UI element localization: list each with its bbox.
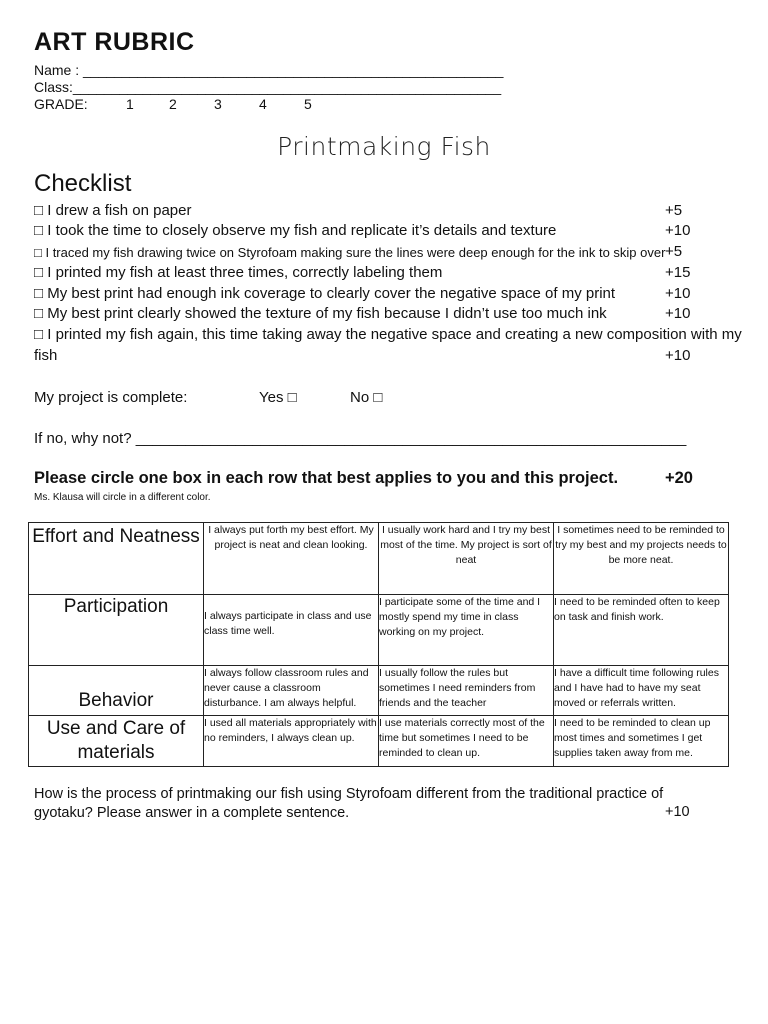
rubric-cell[interactable]: I always participate in class and use class time well. <box>204 595 379 666</box>
grade-label: GRADE: <box>34 96 88 112</box>
rubric-row-materials <box>29 716 729 767</box>
project-subtitle: Printmaking Fish <box>277 132 491 161</box>
checklist-item[interactable]: □ I took the time to closely observe my fish and replicate it’s details and texture <box>34 222 557 239</box>
rubric-cell[interactable]: I used all materials appropriately with no reminders, I always clean up. <box>204 716 379 767</box>
rubric-table <box>28 522 729 767</box>
checklist-points: +15 <box>665 264 691 281</box>
completion-yes-checkbox[interactable]: Yes □ <box>259 389 297 406</box>
grade-option-3[interactable]: 3 <box>214 96 222 112</box>
checklist-points: +10 <box>665 222 691 239</box>
name-line[interactable]: Name : ______________________________________________________ <box>34 62 504 78</box>
completion-label: My project is complete: <box>34 389 188 406</box>
page-title: ART RUBRIC <box>34 28 195 56</box>
rubric-cell[interactable]: I sometimes need to be reminded to try my best and my projects needs to be more neat. <box>554 523 729 595</box>
rubric-cell[interactable]: I always put forth my best effort. My project is neat and clean looking. <box>204 523 379 595</box>
checklist-heading: Checklist <box>34 170 132 197</box>
question-line-2: gyotaku? Please answer in a complete sentence. <box>34 805 350 821</box>
checklist-points: +10 <box>665 305 691 322</box>
grade-option-5[interactable]: 5 <box>304 96 312 112</box>
reflection-question <box>34 785 734 823</box>
rubric-row-participation <box>29 595 729 666</box>
rubric-row-behavior <box>29 666 729 716</box>
checklist-points: +10 <box>665 285 691 302</box>
rubric-points: +20 <box>665 469 693 487</box>
question-points: +10 <box>665 804 690 820</box>
rubric-cell[interactable]: I need to be reminded often to keep on task and finish work. <box>554 595 729 666</box>
checklist-item[interactable]: □ My best print clearly showed the texture of my fish because I didn’t use too much ink <box>34 305 607 322</box>
rubric-cell[interactable]: I usually follow the rules but sometimes I need reminders from friends and the teacher <box>379 666 554 716</box>
grade-option-4[interactable]: 4 <box>259 96 267 112</box>
rubric-row-effort <box>29 523 729 595</box>
rubric-category: Participation <box>29 595 204 666</box>
why-not-line[interactable]: If no, why not? __________________________________________________________________ <box>34 430 687 447</box>
rubric-category: Behavior <box>29 666 204 716</box>
grade-option-2[interactable]: 2 <box>169 96 177 112</box>
teacher-note: Ms. Klausa will circle in a different color. <box>34 492 211 503</box>
rubric-cell[interactable]: I have a difficult time following rules and I have had to have my seat moved or referrals written. <box>554 666 729 716</box>
rubric-category: Effort and Neatness <box>29 523 204 595</box>
checklist-item[interactable]: □ My best print had enough ink coverage to clearly cover the negative space of my print <box>34 285 616 302</box>
grade-option-1[interactable]: 1 <box>126 96 134 112</box>
question-line-1: How is the process of printmaking our fish using Styrofoam different from the traditional practice of <box>34 786 664 802</box>
checklist-item[interactable]: □ I traced my fish drawing twice on Styrofoam making sure the lines were deep enough for the ink to skip over <box>34 245 666 260</box>
checklist-points: +10 <box>665 347 691 364</box>
rubric-cell[interactable]: I participate some of the time and I mostly spend my time in class working on my project. <box>379 595 554 666</box>
checklist-item[interactable]: □ I drew a fish on paper <box>34 202 192 219</box>
rubric-cell[interactable]: I use materials correctly most of the time but sometimes I need to be reminded to clean up. <box>379 716 554 767</box>
rubric-cell[interactable]: I always follow classroom rules and never cause a classroom disturbance. I am always helpful. <box>204 666 379 716</box>
checklist-points: +5 <box>665 202 683 219</box>
rubric-cell[interactable]: I usually work hard and I try my best most of the time. My project is sort of neat <box>379 523 554 595</box>
checklist-item[interactable]: □ I printed my fish again, this time taking away the negative space and creating a new composition with my <box>34 326 742 343</box>
checklist-points: +5 <box>665 243 683 260</box>
class-line[interactable]: Class:_______________________________________________________ <box>34 79 502 95</box>
rubric-cell[interactable]: I need to be reminded to clean up most times and sometimes I get supplies taken away from me. <box>554 716 729 767</box>
checklist-item[interactable]: □ I printed my fish at least three times, correctly labeling them <box>34 264 443 281</box>
rubric-instructions: Please circle one box in each row that best applies to you and this project. <box>34 469 619 487</box>
rubric-category: Use and Care of materials <box>29 716 204 767</box>
completion-no-checkbox[interactable]: No □ <box>350 389 383 406</box>
checklist-item-continued: fish <box>34 347 58 364</box>
